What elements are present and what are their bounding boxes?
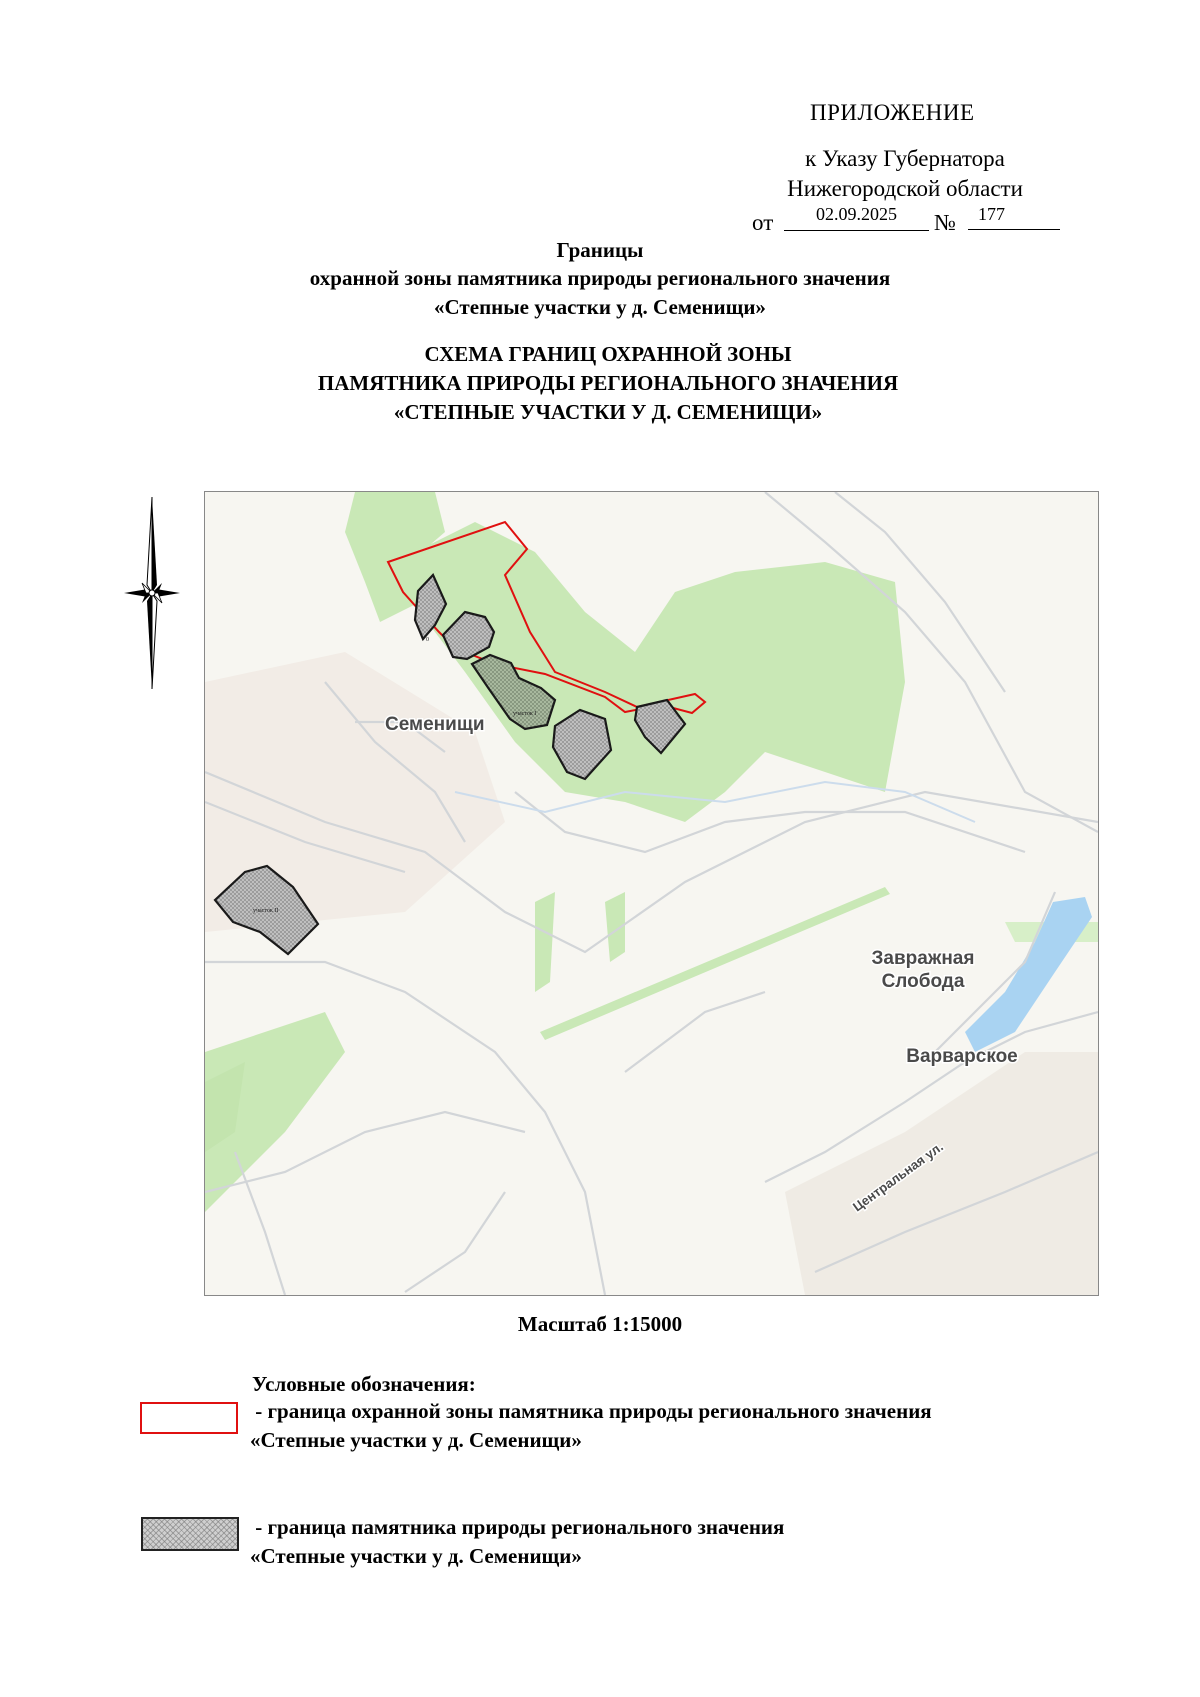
date-prefix: от (752, 210, 774, 235)
scheme-title-line-1: СХЕМА ГРАНИЦ ОХРАННОЙ ЗОНЫ (424, 342, 792, 366)
map-canvas (205, 492, 1098, 1295)
document-title-line-3: «Степные участки у д. Семенищи» (434, 295, 766, 319)
legend-monument-swatch (141, 1517, 239, 1551)
label-semenishchi: Семенищи (385, 714, 485, 735)
legend-protection-zone-swatch (140, 1402, 238, 1434)
number-prefix: № (934, 210, 956, 235)
label-varvarskoe: Варварское (906, 1046, 1018, 1067)
legend-item-2-line-1: - граница памятника природы регионального значения (250, 1515, 785, 1539)
decree-date-row (752, 206, 1112, 236)
label-plot-1: участок I (513, 711, 537, 717)
label-street: Центральная ул. (849, 1138, 946, 1215)
map-frame (204, 491, 1099, 1296)
legend-item-1-line-1: - граница охранной зоны памятника природы регионального значения (250, 1399, 932, 1423)
document-title-line-2: охранной зоны памятника природы регионального значения (309, 266, 891, 290)
decree-line-2: Нижегородской области (787, 176, 1023, 201)
appendix-heading: ПРИЛОЖЕНИЕ (810, 100, 975, 125)
label-marker-zero: 0 (426, 637, 429, 643)
decree-number: 177 (968, 204, 1060, 230)
label-zavrazhnaya-1: Завражная (871, 948, 975, 969)
legend-item-monument (250, 1513, 784, 1571)
decree-date: 02.09.2025 (784, 204, 929, 231)
legend-item-protection-zone (250, 1397, 932, 1455)
label-zavrazhnaya-2: Слобода (881, 971, 965, 992)
legend-title: Условные обозначения: (252, 1372, 476, 1396)
legend-item-1-line-2: «Степные участки у д. Семенищи» (250, 1428, 582, 1452)
north-arrow-icon (122, 497, 182, 689)
label-plot-2: участок II (253, 908, 279, 914)
scheme-title-line-2: ПАМЯТНИКА ПРИРОДЫ РЕГИОНАЛЬНОГО ЗНАЧЕНИЯ (317, 371, 899, 395)
scheme-title-line-3: «СТЕПНЫЕ УЧАСТКИ У Д. СЕМЕНИЩИ» (393, 400, 823, 424)
legend-item-2-line-2: «Степные участки у д. Семенищи» (250, 1544, 582, 1568)
document-title-line-1: Границы (556, 238, 644, 262)
decree-line-1: к Указу Губернатора (805, 146, 1005, 171)
map-scale: Масштаб 1:15000 (517, 1312, 683, 1336)
